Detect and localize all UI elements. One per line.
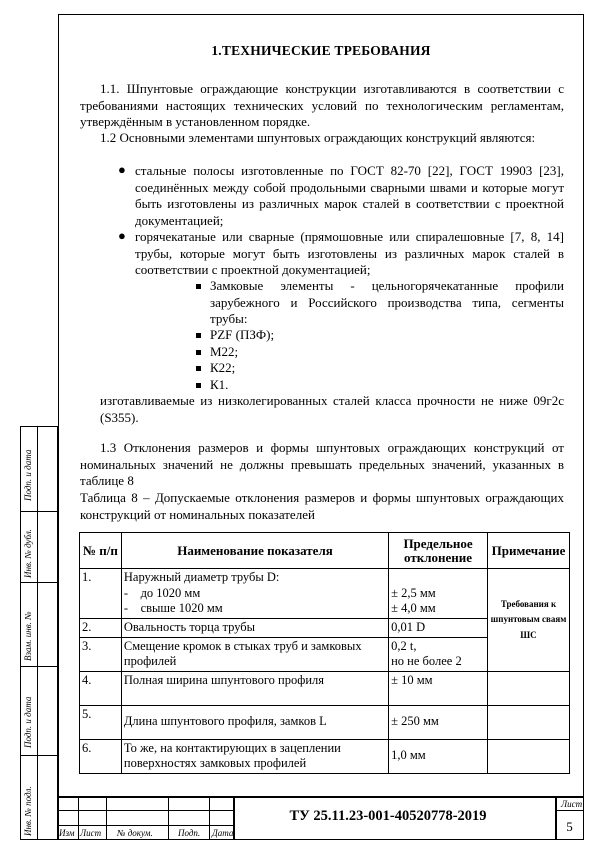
row-deviation: [389, 569, 488, 619]
square-bullet: [196, 383, 201, 388]
row-note-empty: [487, 739, 569, 773]
paragraph-1-2: 1.2 Основными элементами шпунтовых ограждающих конструкций являются:: [100, 130, 536, 145]
row-subitem: - свыше 1020 мм: [123, 601, 223, 615]
sheet-number: 5: [566, 819, 573, 834]
sheet-label: Лист: [561, 799, 583, 809]
row-name: Длина шпунтового профиля, замков L: [121, 705, 388, 739]
row-name: Овальность торца трубы: [121, 619, 388, 638]
row-subitem-text: до 1020 мм: [140, 585, 201, 600]
stamp-label-change: Изм: [59, 828, 75, 838]
row-name: Полная ширина шпунтового профиля: [121, 671, 388, 705]
side-label-sign-date-2: Подп. и дата: [23, 696, 33, 748]
row-deviation: 1,0 мм: [389, 739, 488, 773]
row-name: [121, 569, 388, 619]
row-num: 2.: [80, 619, 122, 638]
row-name: То же, на контактирующих в зацеплении поверхностях замковых профилей: [121, 739, 388, 773]
row-name: Смещение кромок в стыках труб и замковых профилей: [121, 637, 388, 671]
lock-item: PZF (ПЗФ);: [210, 327, 275, 342]
table-caption: Таблица 8 – Допускаемые отклонения размеров и формы шпунтовых ограждающих конструкций от номинальных показателей: [80, 490, 564, 522]
row-note: Требования к шпунтовым сваям ШС: [487, 569, 569, 672]
row-subitem: - до 1020 мм: [123, 585, 201, 600]
square-bullet: [196, 284, 201, 289]
row-num: 5.: [80, 705, 122, 739]
table-row: [80, 739, 570, 773]
row-note-empty: [487, 671, 569, 705]
row-num: 1.: [80, 569, 122, 619]
table-row: [80, 671, 570, 705]
side-label-orig-inv: Инв. № подл.: [23, 786, 33, 836]
row-deviation-2: но не более 2: [391, 654, 462, 668]
square-bullet: [196, 366, 201, 371]
bullet-item-strips: стальные полосы изготовленные по ГОСТ 82-70 [22], ГОСТ 19903 [23], соединённых между собой продольными сварными швами и которые могут быть изготовлены из различных марок сталей в соответствии с проектной документацией;: [135, 163, 564, 228]
table-row: [80, 569, 570, 619]
stamp-label-signature: Подп.: [178, 828, 201, 838]
paragraph-1-3: 1.3 Отклонения размеров и формы шпунтовых ограждающих конструкций от номинальных значений не должны превышать предельных значений, указанных в таблице 8: [80, 440, 564, 489]
side-strip-inner: [37, 426, 58, 840]
row-note-empty: [487, 705, 569, 739]
row-num: 3.: [80, 637, 122, 671]
stamp-label-sheet: Лист: [80, 828, 102, 838]
row-deviation: [389, 637, 488, 671]
lock-item: М22;: [210, 344, 239, 359]
steel-grade-text: изготавливаемые из низколегированных сталей класса прочности не ниже 09г2с (S355).: [100, 393, 564, 425]
side-label-dup-inv: Инв. № дубл.: [23, 528, 33, 578]
header-deviation: Предельное отклонение: [389, 533, 488, 569]
row-deviation: ± 10 мм: [389, 671, 488, 705]
lock-item: К1.: [210, 377, 229, 392]
document-number: ТУ 25.11.23-001-40520778-2019: [289, 808, 487, 824]
row-deviation: ± 250 мм: [389, 705, 488, 739]
header-name: Наименование показателя: [121, 533, 388, 569]
square-bullet: [196, 333, 201, 338]
row-name-main: Наружный диаметр трубы D:: [123, 570, 280, 584]
bullet-marker: ●: [118, 228, 126, 243]
stamp-label-date: Дата: [212, 828, 234, 838]
row-subitem-text: свыше 1020 мм: [140, 601, 223, 615]
bullet-item-pipes: горячекатаные или сварные (прямошовные или спиралешовные [7, 8, 14] трубы, которые могут быть изготовлены из различных марок сталей в соответствии с проектной документацией;: [135, 229, 564, 278]
lock-elements-intro: Замковые элементы - цельногорячекатанные профили зарубежного и Российского производства типа, сегменты трубы:: [210, 278, 564, 327]
tolerance-table: [79, 532, 570, 774]
square-bullet: [196, 350, 201, 355]
lock-item: К22;: [210, 360, 236, 375]
side-label-sign-date: Подп. и дата: [23, 449, 33, 501]
row-deviation: 0,01 D: [389, 619, 488, 638]
paragraph-1-1: 1.1. Шпунтовые ограждающие конструкции изготавливаются в соответствии с требованиями настоящих технических условий по технологическим регламентам, утверждённым в установленном порядке.: [80, 81, 564, 130]
row-deviation-2: ± 4,0 мм: [391, 601, 436, 615]
stamp-label-doc-no: № докум.: [117, 828, 153, 838]
header-num: № п/п: [80, 533, 122, 569]
bullet-marker: ●: [118, 162, 126, 177]
row-num: 4.: [80, 671, 122, 705]
table-row: [80, 705, 570, 739]
row-deviation-1: ± 2,5 мм: [391, 585, 436, 600]
side-label-replace-inv: Взам. инв. №: [23, 611, 33, 661]
header-note: Примечание: [487, 533, 569, 569]
row-num: 6.: [80, 739, 122, 773]
section-heading: 1.ТЕХНИЧЕСКИЕ ТРЕБОВАНИЯ: [211, 43, 431, 58]
row-deviation-1: 0,2 t,: [391, 638, 417, 653]
